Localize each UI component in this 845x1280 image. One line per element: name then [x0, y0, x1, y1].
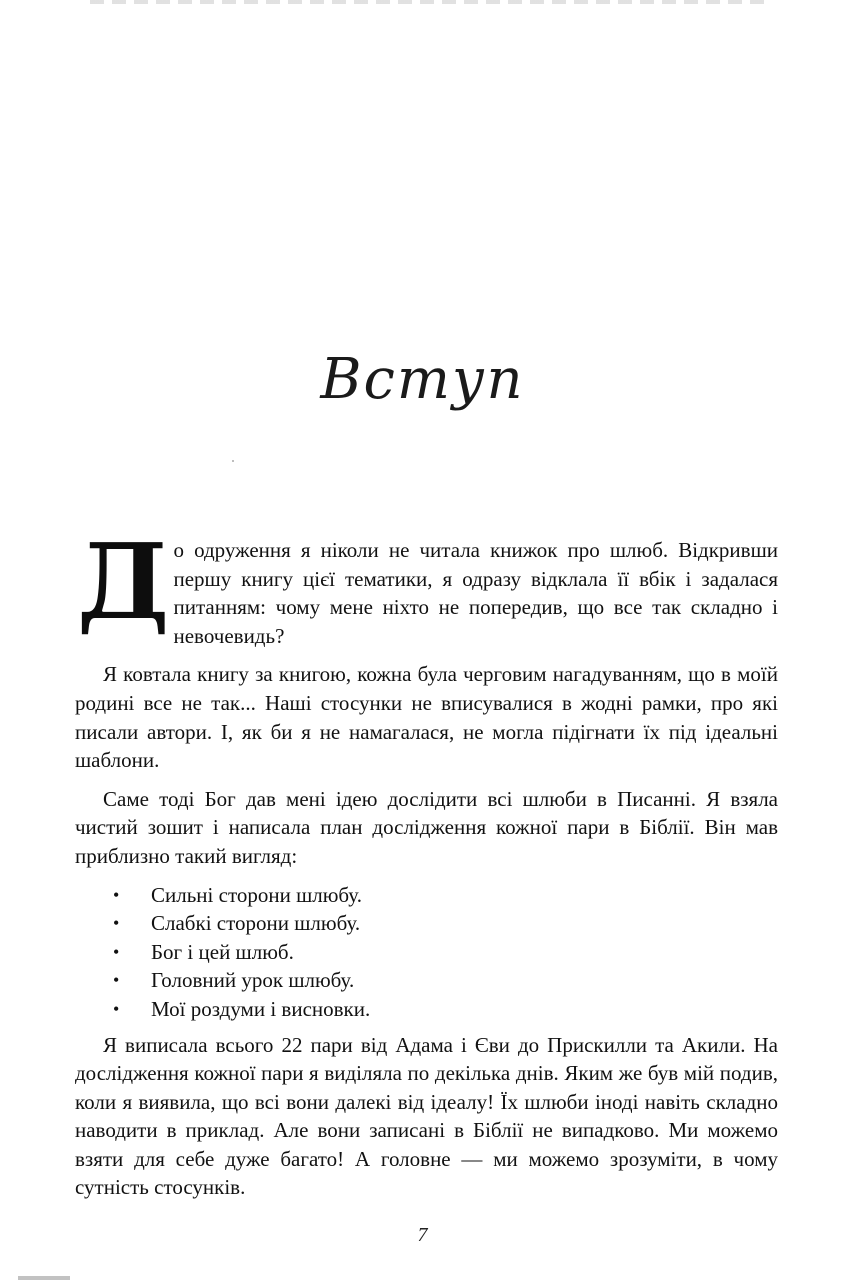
bullet-icon: • [113, 884, 120, 905]
body-text [75, 520, 778, 1212]
chapter-title: Вступ [320, 347, 525, 412]
bullet-list [75, 881, 778, 1024]
top-edge-scan-artifact [90, 0, 770, 4]
list-item-text: Слабкі сторони шлюбу. [151, 911, 361, 936]
list-item [113, 938, 778, 967]
paragraph-1-text: о одруження я ніколи не читала книжок про шлюб. Відкривши першу книгу цієї тематики, я одразу відклала її вбік і задалася питанням: чому мене ніхто не попередив, що все так складно і невочевидь? [173, 538, 778, 648]
bullet-icon: • [113, 941, 120, 962]
bullet-icon: • [113, 913, 120, 934]
paragraph-3: Саме тоді Бог дав мені ідею дослідити всі шлюби в Писанні. Я взяла чистий зошит і написала план дослідження кожної пари в Біблії. Він мав приблизно такий вигляд: [75, 786, 778, 868]
paragraph-4: Я виписала всього 22 пари від Адама і Єви до Прискилли та Акили. На дослідження кожної пари я виділяла по декілька днів. Яким же був мій подив, коли я виявила, що всі вони далекі від ідеалу! Їх шлюби іноді навіть складно наводити в приклад. Але вони записані в Біблії не випадково. Ми можемо взяти для себе дуже багато! А головне — ми можемо зрозуміти, в чому сутність стосунків. [75, 1032, 778, 1200]
drop-cap: Д [77, 520, 170, 643]
list-item-text: Сильні сторони шлюбу. [151, 882, 362, 907]
bottom-edge-scan-artifact [18, 1276, 70, 1280]
list-item-text: Головний урок шлюбу. [151, 968, 355, 993]
bullet-icon: • [113, 998, 120, 1019]
list-item [113, 995, 778, 1024]
scan-speck [232, 460, 234, 462]
list-item-text: Мої роздуми і висновки. [151, 996, 371, 1021]
list-item [113, 909, 778, 938]
bullet-icon: • [113, 970, 120, 991]
list-item [113, 881, 778, 910]
paragraph-2: Я ковтала книгу за книгою, кожна була черговим нагадуванням, що в моїй родині все не так... Наші стосунки не вписувалися в жодні рамки, про які писали автори. І, як би я не намагалася, не могла підігнати їх під ідеальні шаблони. [75, 662, 778, 773]
list-item [113, 966, 778, 995]
page-number: 7 [417, 1224, 428, 1246]
list-item-text: Бог і цей шлюб. [151, 939, 294, 964]
paragraph-1 [75, 520, 778, 650]
